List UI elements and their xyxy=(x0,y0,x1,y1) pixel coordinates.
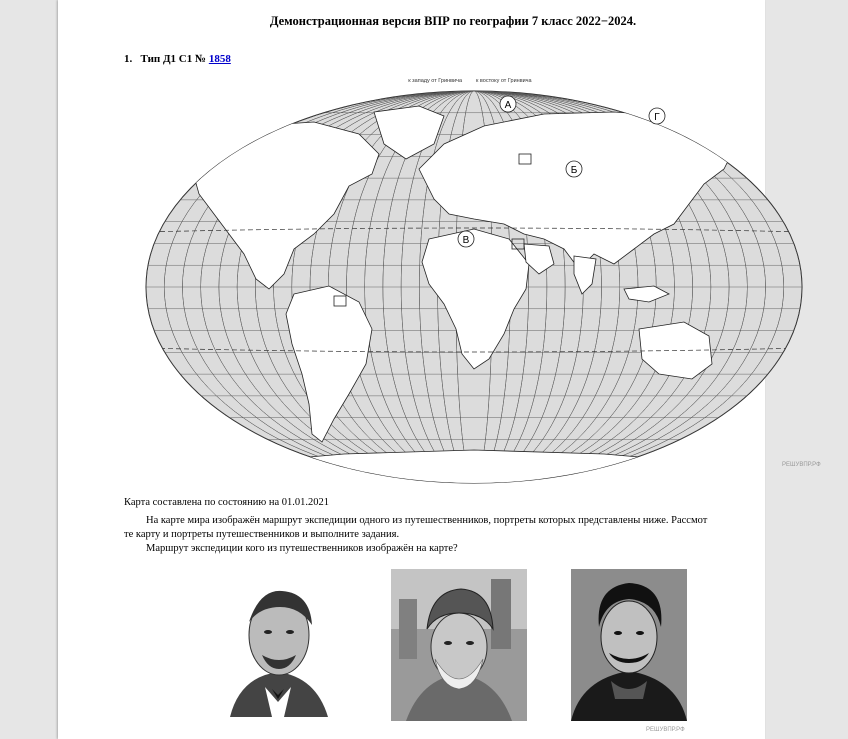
marker-v xyxy=(458,231,474,247)
portrait-1-image xyxy=(220,577,338,717)
svg-text:В: В xyxy=(462,235,470,246)
marker-a xyxy=(500,96,516,112)
portrait-3-image xyxy=(571,569,687,721)
map-watermark: РЕШУВПР.РФ xyxy=(782,462,821,468)
portrait-2-image xyxy=(391,569,527,721)
map-date-caption: Карта составлена по состоянию на 01.01.2021 xyxy=(124,497,329,508)
instruction-line-1: На карте мира изображён маршрут экспедиции одного из путешественников, портреты которых представлены ниже. Рассмот xyxy=(146,515,708,526)
world-map-graphic xyxy=(144,74,804,484)
caption-east: к востоку от Гринвича xyxy=(476,78,532,84)
caption-west: к западу от Гринвича xyxy=(408,78,462,84)
question-text: Маршрут экспедиции кого из путешественников изображён на карте? xyxy=(146,543,458,554)
svg-text:А: А xyxy=(504,100,512,111)
portraits-watermark: РЕШУВПР.РФ xyxy=(646,727,685,733)
instruction-line-2: те карту и портреты путешественников и выполните задания. xyxy=(124,529,400,540)
document-title: Демонстрационная версия ВПР по географии 7 класс 2022−2024. xyxy=(269,14,637,28)
marker-g xyxy=(649,108,665,124)
svg-text:Б: Б xyxy=(570,165,578,176)
task-link[interactable]: 1858 xyxy=(208,53,231,65)
task-header xyxy=(124,53,231,65)
marker-b xyxy=(566,161,582,177)
task-type: Тип Д1 С1 № xyxy=(140,53,207,65)
document-page xyxy=(58,0,821,739)
world-map xyxy=(144,74,821,484)
svg-text:Г: Г xyxy=(654,112,660,123)
task-number: 1. xyxy=(124,53,133,65)
antarctica xyxy=(204,450,744,484)
